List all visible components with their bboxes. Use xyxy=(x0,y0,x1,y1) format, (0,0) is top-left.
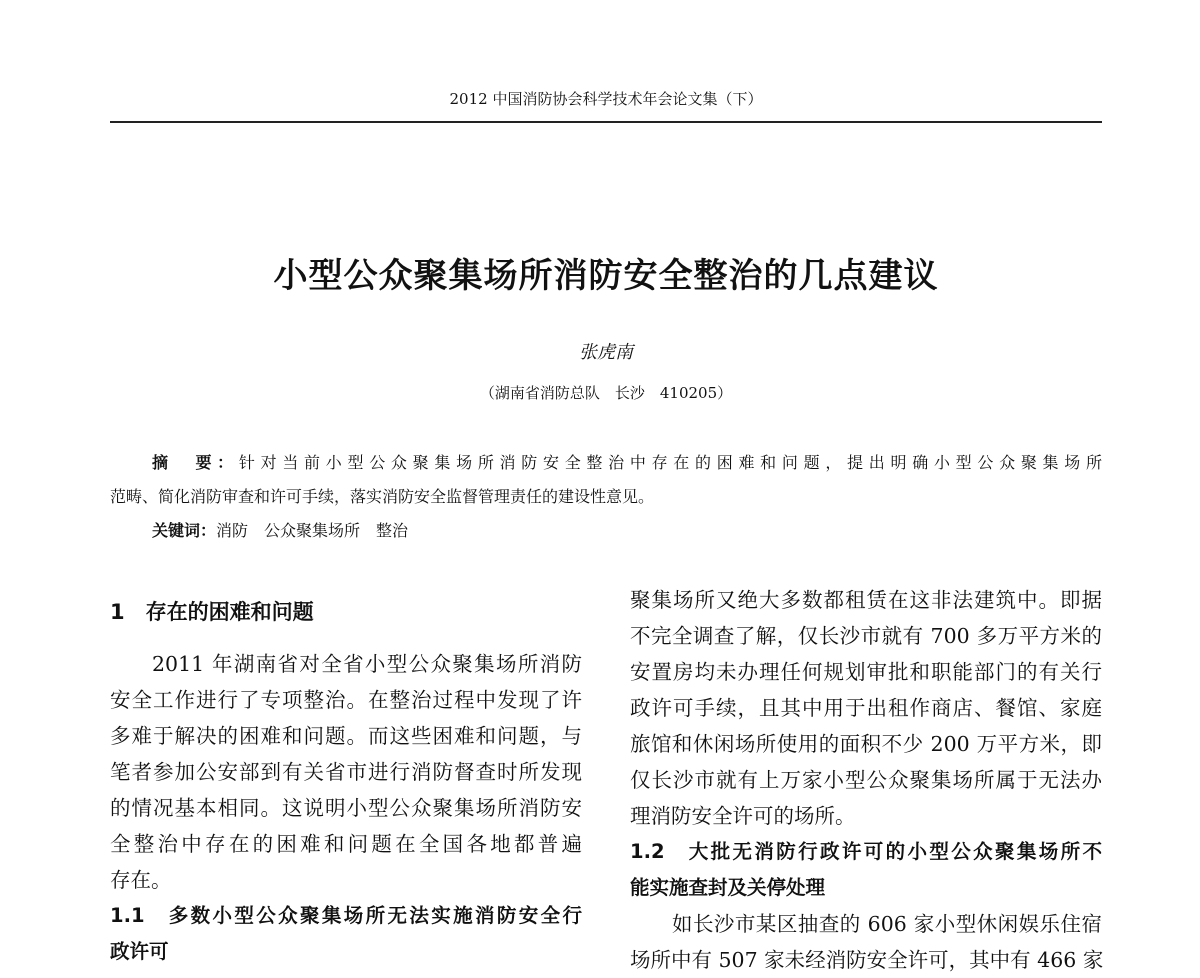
text-line: 全整治中存在的困难和问题在全国各地都普遍 xyxy=(110,832,582,856)
abstract-line: 针对当前小型公众聚集场所消防安全整治中存在的困难和问题，提出明确小型公众聚集场所 xyxy=(238,453,1102,472)
right-column xyxy=(630,582,1102,978)
text-line: 聚集场所又绝大多数都租赁在这非法建筑中。即据 xyxy=(630,588,1102,612)
section-heading: 1 存在的困难和问题 xyxy=(110,600,314,624)
author: 张虎南 xyxy=(579,342,633,363)
text-line: 仅长沙市就有上万家小型公众聚集场所属于无法办 xyxy=(630,768,1102,792)
abstract-label: 摘 要： xyxy=(152,453,239,472)
running-header: 2012 中国消防协会科学技术年会论文集（下） xyxy=(449,90,763,108)
text-line: 安全工作进行了专项整治。在整治过程中发现了许 xyxy=(110,688,582,712)
left-column xyxy=(110,594,582,970)
affiliation: （湖南省消防总队 长沙 410205） xyxy=(479,384,733,402)
text-line: 安置房均未办理任何规划审批和职能部门的有关行 xyxy=(630,660,1102,684)
text-line: 多难于解决的困难和问题。而这些困难和问题，与 xyxy=(110,724,582,748)
text-line: 场所中有 507 家未经消防安全许可，其中有 466 家 xyxy=(630,948,1104,972)
text-line: 存在。 xyxy=(110,868,172,892)
text-line: 理消防安全许可的场所。 xyxy=(630,804,856,828)
text-line: 政许可手续，且其中用于出租作商店、餐馆、家庭 xyxy=(630,696,1102,720)
subheading: 能实施查封及关停处理 xyxy=(630,876,826,899)
text-line: 旅馆和休闲场所使用的面积不少 200 万平方米，即 xyxy=(630,732,1102,756)
abstract xyxy=(110,446,1102,548)
text-line: 不完全调查了解，仅长沙市就有 700 多万平方米的 xyxy=(630,624,1102,648)
header-rule xyxy=(110,121,1102,123)
subheading: 1.1 多数小型公众聚集场所无法实施消防安全行 xyxy=(110,904,582,927)
abstract-line: 范畴、简化消防审查和许可手续，落实消防安全监督管理责任的建设性意见。 xyxy=(110,487,655,506)
text-line: 的情况基本相同。这说明小型公众聚集场所消防安 xyxy=(110,796,582,820)
text-line: 2011 年湖南省对全省小型公众聚集场所消防 xyxy=(152,652,582,676)
keywords: 消防 公众聚集场所 整治 xyxy=(216,521,409,540)
keywords-label: 关键词： xyxy=(152,521,217,540)
subheading: 政许可 xyxy=(110,940,169,963)
text-line: 笔者参加公安部到有关省市进行消防督查时所发现 xyxy=(110,760,582,784)
text-line: 如长沙市某区抽查的 606 家小型休闲娱乐住宿 xyxy=(672,912,1102,936)
subheading: 1.2 大批无消防行政许可的小型公众聚集场所不 xyxy=(630,840,1102,863)
paper-title: 小型公众聚集场所消防安全整治的几点建议 xyxy=(273,256,939,296)
